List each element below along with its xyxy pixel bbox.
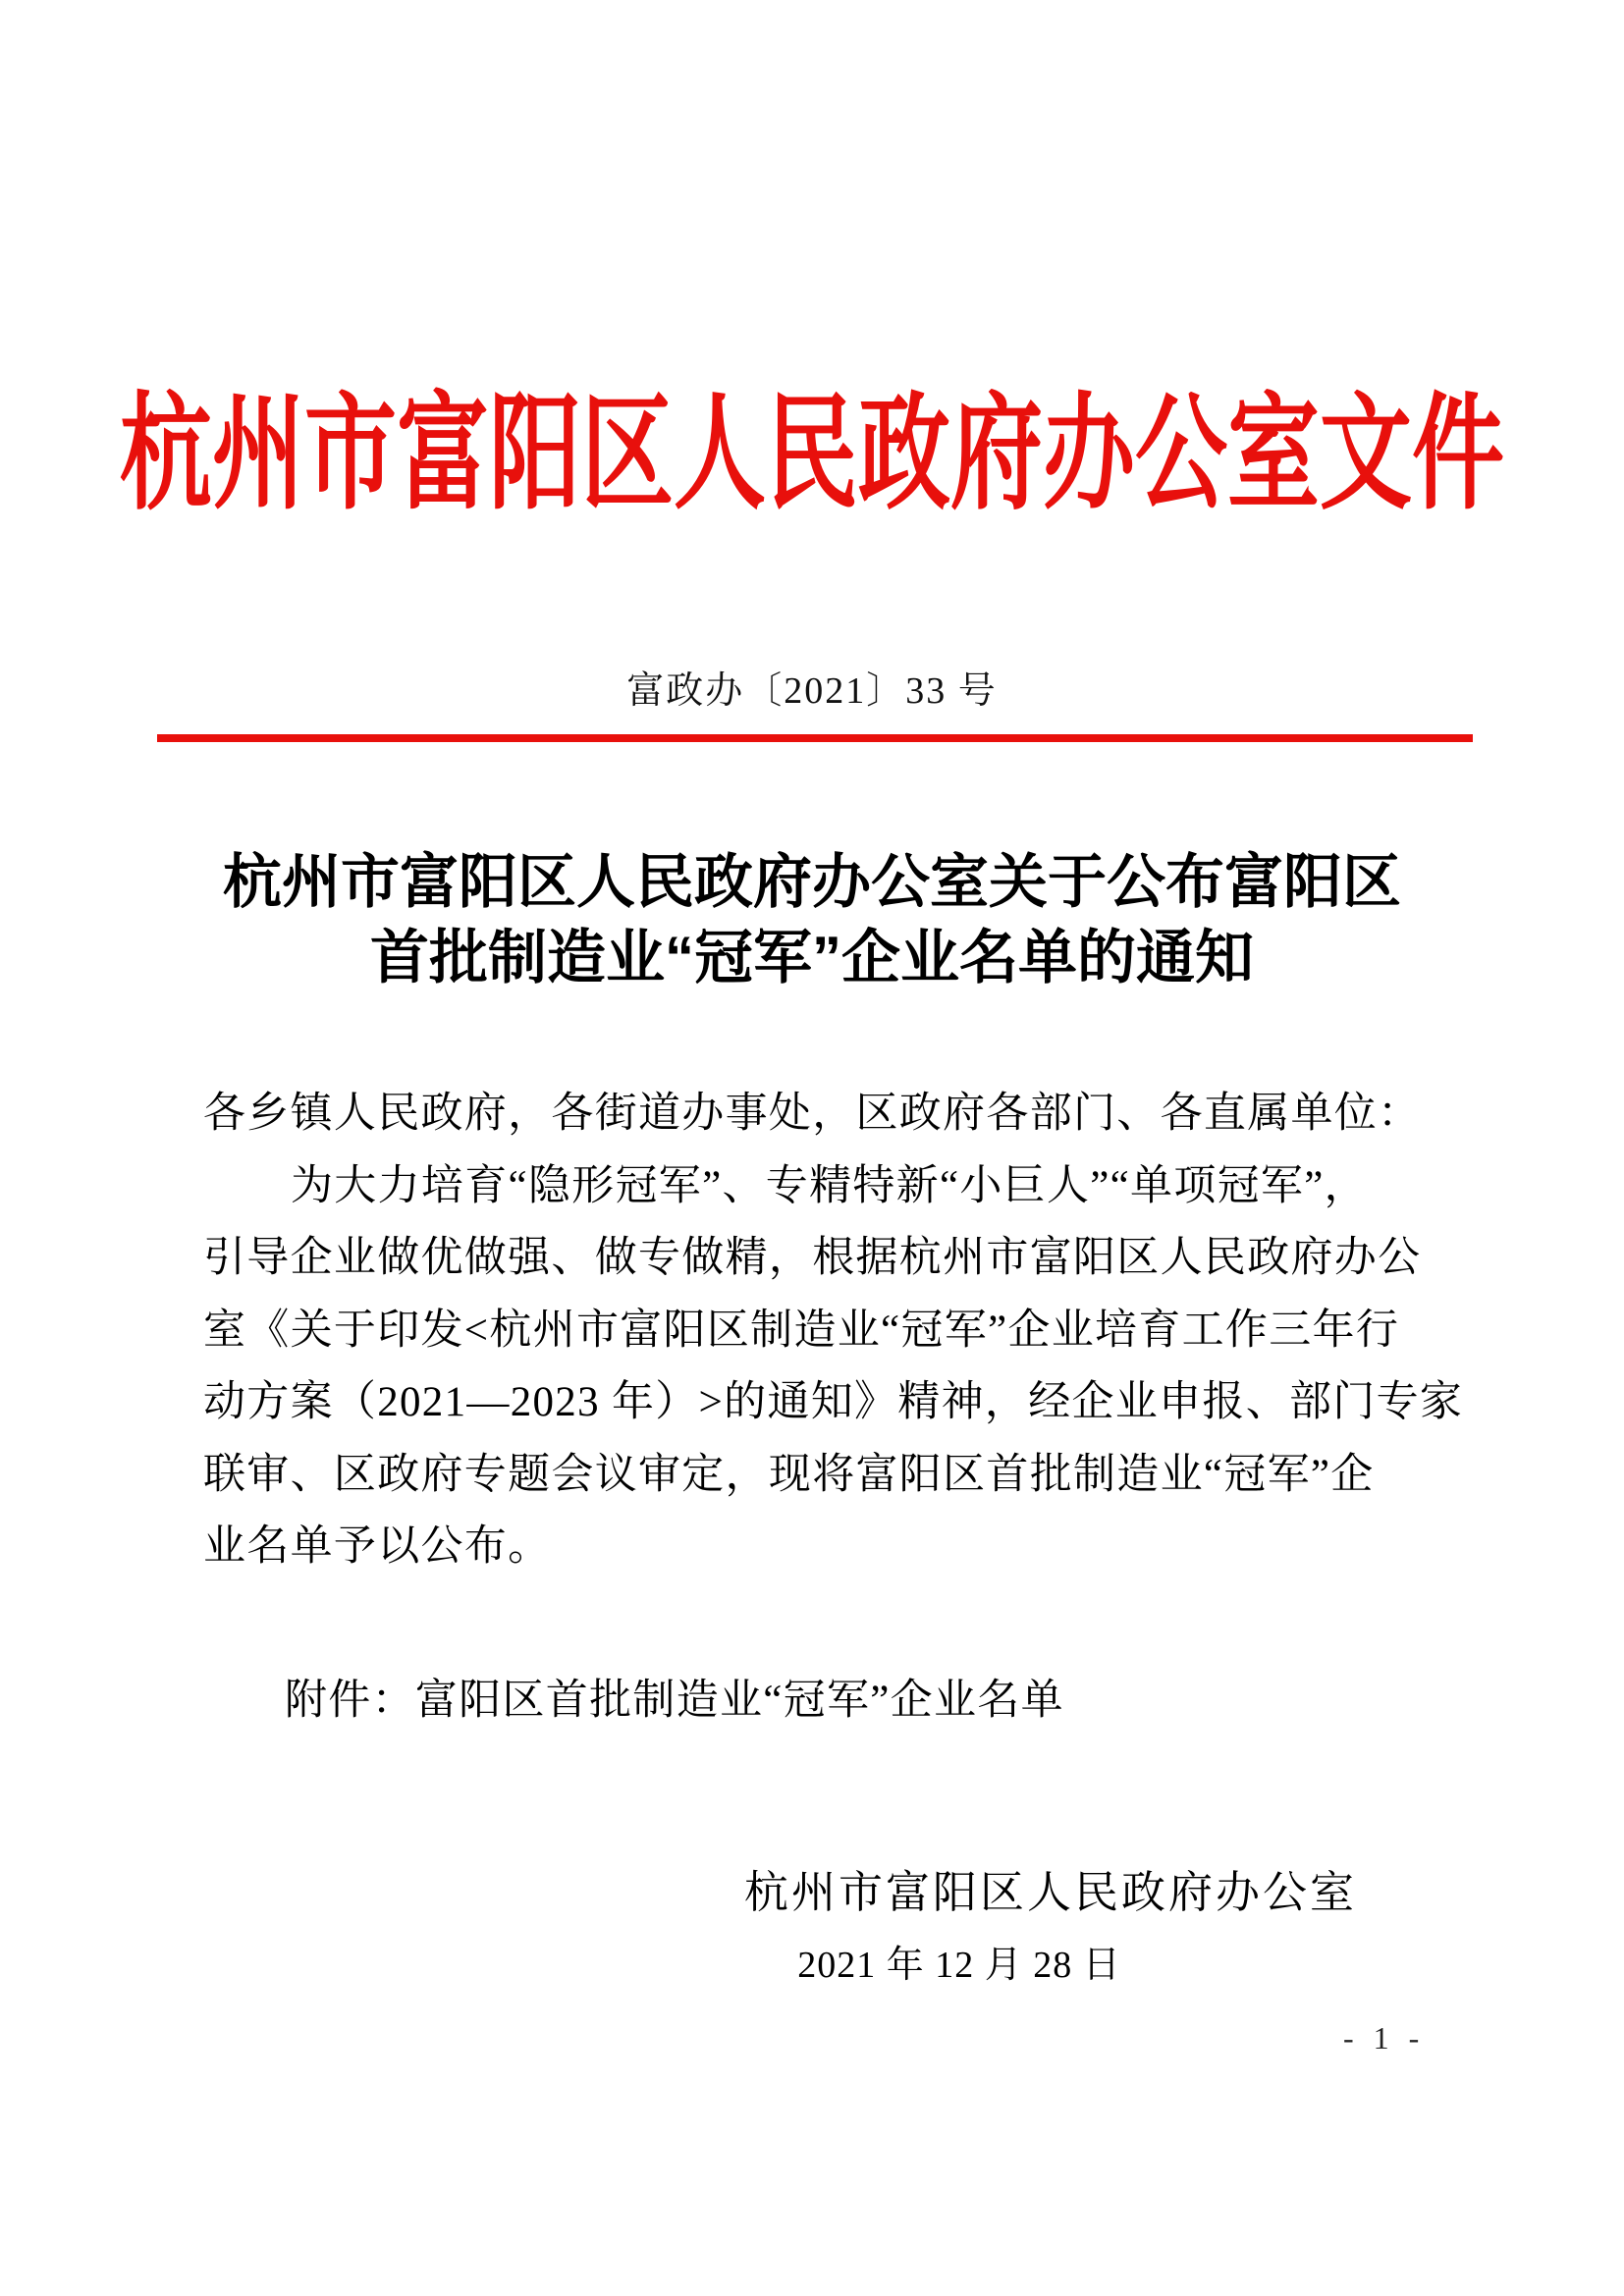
body-line: 室《关于印发<杭州市富阳区制造业“冠军”企业培育工作三年行 bbox=[203, 1307, 1400, 1354]
issue-date: 2021 年 12 月 28 日 bbox=[797, 1945, 1121, 1986]
document-body bbox=[203, 1078, 1464, 1583]
document-title bbox=[0, 844, 1624, 995]
page-number: - 1 - bbox=[1343, 2020, 1426, 2056]
document-title-line-2: 首批制造业“冠军”企业名单的通知 bbox=[370, 925, 1254, 990]
body-line: 动方案（2021—2023 年）>的通知》精神，经企业申报、部门专家 bbox=[203, 1379, 1464, 1425]
body-line: 联审、区政府专题会议审定，现将富阳区首批制造业“冠军”企 bbox=[203, 1451, 1375, 1498]
letterhead-title-text: 杭州市富阳区人民政府办公室文件 bbox=[119, 386, 1504, 525]
doc-number: 富政办〔2021〕33 号 bbox=[626, 670, 998, 712]
document-title-line-1: 杭州市富阳区人民政府办公室关于公布富阳区 bbox=[223, 849, 1401, 915]
letterhead-title bbox=[0, 386, 1624, 525]
body-line: 引导企业做优做强、做专做精，根据杭州市富阳区人民政府办公 bbox=[203, 1235, 1422, 1281]
issuing-org-signature: 杭州市富阳区人民政府办公室 bbox=[743, 1868, 1358, 1917]
body-line: 业名单予以公布。 bbox=[203, 1523, 552, 1570]
attachment-line: 附件：富阳区首批制造业“冠军”企业名单 bbox=[285, 1678, 1064, 1724]
body-line: 各乡镇人民政府，各街道办事处，区政府各部门、各直属单位： bbox=[203, 1091, 1422, 1137]
body-line: 为大力培育“隐形冠军”、专精特新“小巨人”“单项冠军”， bbox=[291, 1162, 1368, 1209]
red-divider-line bbox=[157, 734, 1473, 742]
